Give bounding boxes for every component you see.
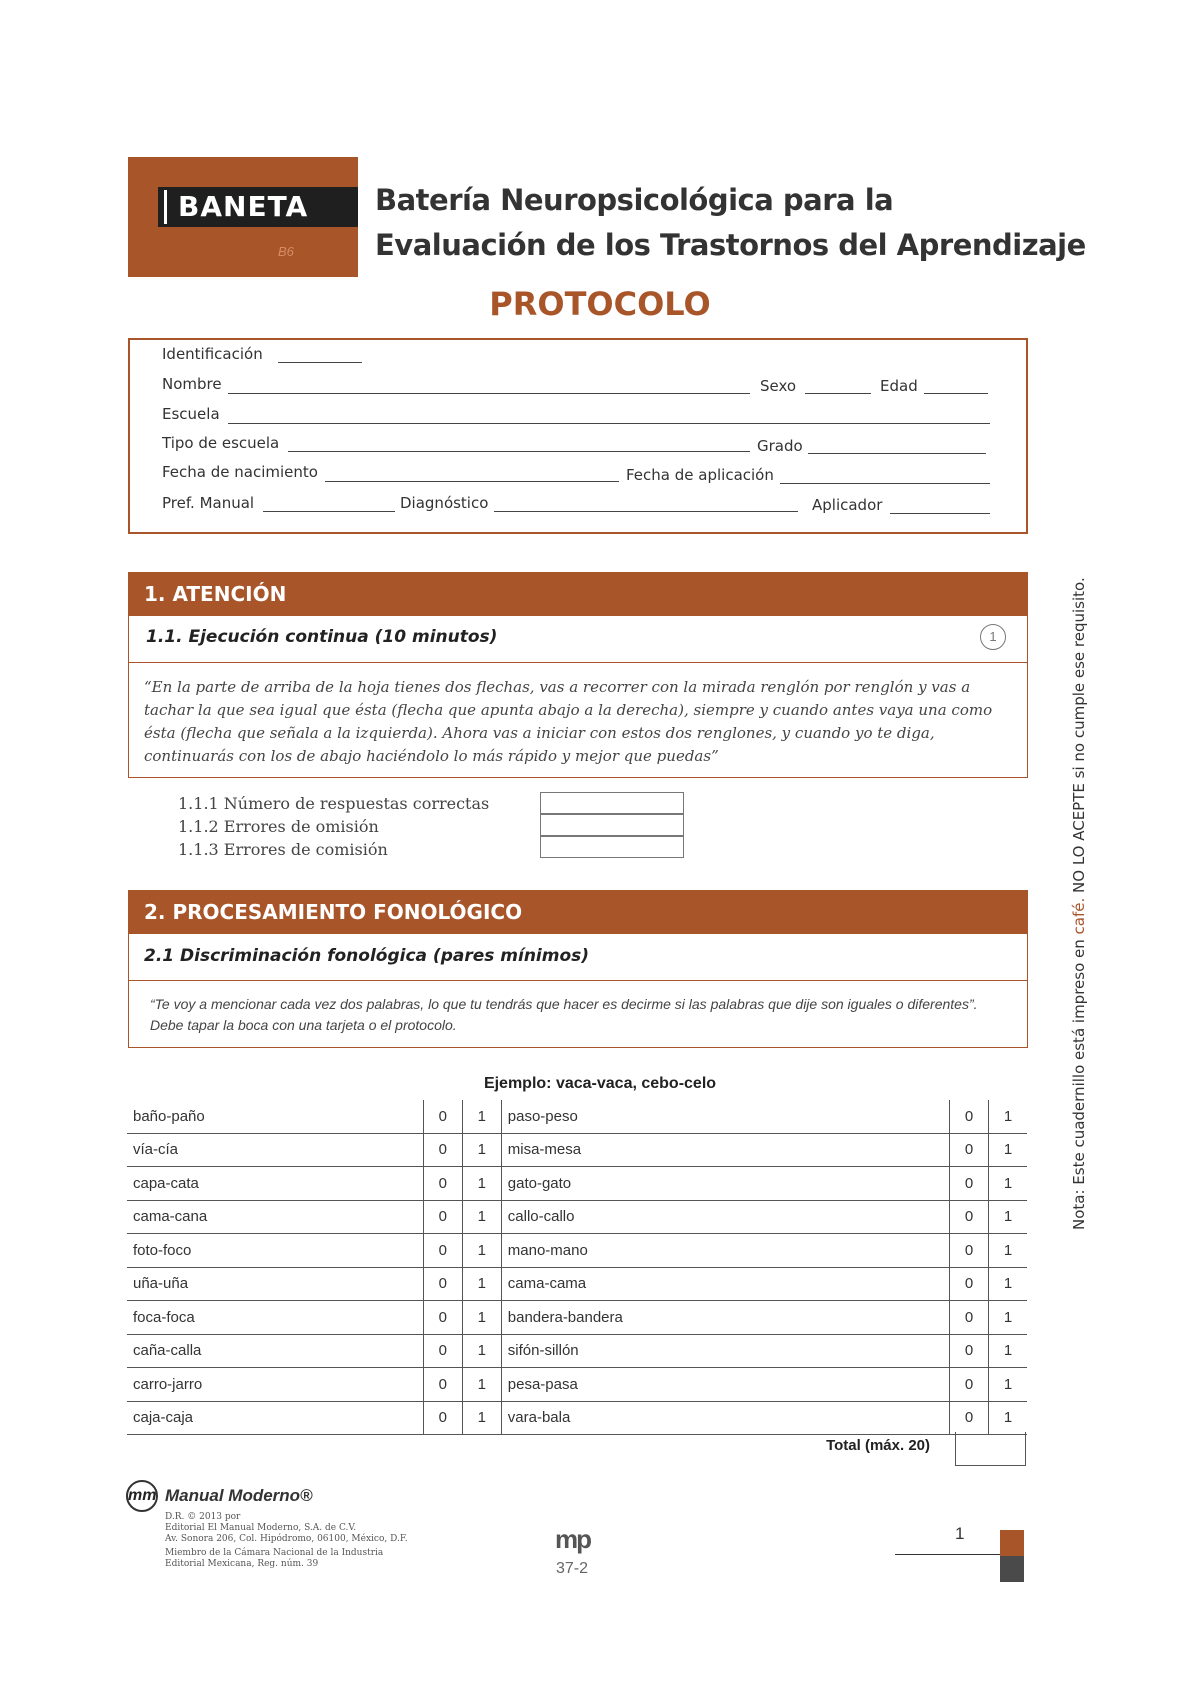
score-one[interactable]: 1: [462, 1401, 501, 1435]
pair-left: uña-uña: [127, 1267, 423, 1301]
diagnosis-field[interactable]: [494, 511, 798, 512]
score-one[interactable]: 1: [989, 1200, 1028, 1234]
pair-left: capa-cata: [127, 1167, 423, 1201]
pair-right: bandera-bandera: [501, 1301, 949, 1335]
score-zero[interactable]: 0: [423, 1200, 462, 1234]
pair-left: foca-foca: [127, 1301, 423, 1335]
score-zero[interactable]: 0: [950, 1334, 989, 1368]
score-zero[interactable]: 0: [950, 1200, 989, 1234]
title-line-1: Batería Neuropsicológica para la: [375, 183, 894, 217]
publisher-info-line: D.R. © 2013 por: [165, 1512, 241, 1522]
score-zero[interactable]: 0: [950, 1234, 989, 1268]
score-one[interactable]: 1: [462, 1234, 501, 1268]
manual-pref-label: Pref. Manual: [162, 494, 255, 512]
table-row: [127, 1167, 1027, 1201]
table-row: [127, 1368, 1027, 1402]
product-code: 37-2: [556, 1560, 589, 1577]
publisher-info-line: Editorial El Manual Moderno, S.A. de C.V.: [165, 1523, 357, 1533]
side-note-suffix: NO LO ACEPTE si no cumple ese requisito.: [1070, 577, 1088, 898]
manual-pref-field[interactable]: [263, 511, 395, 512]
score-zero[interactable]: 0: [950, 1100, 989, 1133]
score-one[interactable]: 1: [989, 1401, 1028, 1435]
score-zero[interactable]: 0: [423, 1167, 462, 1201]
pair-right: pesa-pasa: [501, 1368, 949, 1402]
table-row: [127, 1234, 1027, 1268]
phonological-discrimination-title: 2.1 Discriminación fonológica (pares mínimos): [144, 946, 590, 966]
brand-sub: B6: [278, 244, 294, 259]
phonology-instruction: “Te voy a mencionar cada vez dos palabras, lo que tu tendrás que hacer es decirme si las palabras que dije son iguales o diferentes”. Debe tapar la boca con una tarjeta o el protocolo.: [150, 996, 978, 1033]
section-phonology-divider: [128, 980, 1028, 981]
attention-instruction: “En la parte de arriba de la hoja tienes dos flechas, vas a recorrer con la mirada renglón por renglón y vas a tachar la que sea igual que ésta (flecha que apunta abajo a la derecha), siempre y cuando antes vaya una como ésta (flecha que señala a la izquierda). Ahora vas a iniciar con estos dos renglones, y cuando yo te diga, continuarás con los de abajo haciéndolo lo más rápido y mejor que puedas”: [144, 678, 993, 765]
applicator-label: Aplicador: [812, 496, 883, 514]
table-row: [127, 1100, 1027, 1133]
score-box-omission[interactable]: [540, 814, 684, 836]
pair-left: caña-calla: [127, 1334, 423, 1368]
score-zero[interactable]: 0: [423, 1267, 462, 1301]
score-one[interactable]: 1: [462, 1167, 501, 1201]
table-row: [127, 1334, 1027, 1368]
score-one[interactable]: 1: [462, 1200, 501, 1234]
pair-right: mano-mano: [501, 1234, 949, 1268]
score-box-commission[interactable]: [540, 836, 684, 858]
score-item-correct: 1.1.1 Número de respuestas correctas: [178, 794, 490, 813]
age-label: Edad: [880, 377, 918, 395]
score-one[interactable]: 1: [989, 1133, 1028, 1167]
publisher-info-line: Editorial Mexicana, Reg. núm. 39: [165, 1559, 319, 1569]
name-field[interactable]: [228, 393, 750, 394]
grade-field[interactable]: [808, 453, 986, 454]
score-one[interactable]: 1: [989, 1301, 1028, 1335]
sex-field[interactable]: [805, 393, 871, 394]
score-zero[interactable]: 0: [423, 1368, 462, 1402]
sex-label: Sexo: [760, 377, 797, 395]
pair-left: baño-paño: [127, 1100, 423, 1133]
birth-field[interactable]: [325, 481, 619, 482]
grade-label: Grado: [757, 437, 803, 455]
side-note-highlight: café.: [1070, 897, 1088, 935]
application-field[interactable]: [780, 483, 990, 484]
score-zero[interactable]: 0: [423, 1401, 462, 1435]
school-field[interactable]: [228, 423, 990, 424]
id-field[interactable]: [278, 362, 362, 363]
page-marker-orange: [1000, 1530, 1024, 1556]
pair-right: gato-gato: [501, 1167, 949, 1201]
example-line: Ejemplo: vaca-vaca, cebo-celo: [483, 1075, 717, 1092]
pair-left: cama-cana: [127, 1200, 423, 1234]
pair-right: cama-cama: [501, 1267, 949, 1301]
pair-right: misa-mesa: [501, 1133, 949, 1167]
side-note: [1070, 470, 1088, 1230]
score-one[interactable]: 1: [989, 1368, 1028, 1402]
total-label: Total (máx. 20): [826, 1437, 930, 1454]
brand-name: BANETA: [178, 190, 309, 223]
score-zero[interactable]: 0: [950, 1167, 989, 1201]
page-number: 1: [955, 1524, 965, 1543]
school-type-field[interactable]: [288, 451, 750, 452]
section-phonology-header: 2. PROCESAMIENTO FONOLÓGICO: [128, 890, 1028, 934]
score-item-omission: 1.1.2 Errores de omisión: [178, 817, 379, 836]
section-attention-header: 1. ATENCIÓN: [128, 572, 1028, 616]
pair-left: caja-caja: [127, 1401, 423, 1435]
applicator-field[interactable]: [890, 513, 990, 514]
application-label: Fecha de aplicación: [626, 466, 774, 484]
mp-logo-icon: mp: [555, 1524, 590, 1554]
side-note-prefix: Nota: Este cuadernillo está impreso en: [1070, 934, 1088, 1230]
score-one[interactable]: 1: [462, 1334, 501, 1368]
score-one[interactable]: 1: [462, 1368, 501, 1402]
score-one[interactable]: 1: [989, 1100, 1028, 1133]
section-attention-divider: [128, 662, 1028, 663]
score-one[interactable]: 1: [462, 1133, 501, 1167]
score-one[interactable]: 1: [462, 1267, 501, 1301]
publisher-logo-icon: mm: [126, 1480, 158, 1512]
diagnosis-label: Diagnóstico: [400, 494, 489, 512]
table-row: [127, 1133, 1027, 1167]
birth-label: Fecha de nacimiento: [162, 463, 318, 481]
score-item-commission: 1.1.3 Errores de comisión: [178, 840, 388, 859]
score-zero[interactable]: 0: [423, 1334, 462, 1368]
total-box[interactable]: [955, 1432, 1026, 1466]
score-one[interactable]: 1: [989, 1167, 1028, 1201]
page-title: PROTOCOLO: [489, 285, 711, 323]
page-number-line: [895, 1554, 1001, 1555]
publisher-info-line: Av. Sonora 206, Col. Hipódromo, 06100, México, D.F.: [165, 1534, 408, 1544]
score-one[interactable]: 1: [462, 1301, 501, 1335]
name-label: Nombre: [162, 375, 222, 393]
pair-left: carro-jarro: [127, 1368, 423, 1402]
pair-right: vara-bala: [501, 1401, 949, 1435]
age-field[interactable]: [924, 393, 988, 394]
score-one[interactable]: 1: [989, 1334, 1028, 1368]
score-one[interactable]: 1: [989, 1234, 1028, 1268]
continuous-execution-title: 1.1. Ejecución continua (10 minutos): [146, 627, 498, 647]
score-zero[interactable]: 0: [423, 1234, 462, 1268]
minimal-pairs-table: [127, 1100, 1027, 1435]
pair-right: paso-peso: [501, 1100, 949, 1133]
score-zero[interactable]: 0: [423, 1100, 462, 1133]
school-label: Escuela: [162, 405, 220, 423]
score-zero[interactable]: 0: [423, 1301, 462, 1335]
pair-right: sifón-sillón: [501, 1334, 949, 1368]
table-row: [127, 1200, 1027, 1234]
brand-logo-bar: [164, 190, 167, 224]
pair-left: foto-foco: [127, 1234, 423, 1268]
stopwatch-icon: 1: [980, 624, 1006, 650]
score-zero[interactable]: 0: [950, 1133, 989, 1167]
table-row: [127, 1301, 1027, 1335]
publisher-info-line: Miembro de la Cámara Nacional de la Industria: [165, 1548, 384, 1558]
score-box-correct[interactable]: [540, 792, 684, 814]
pair-right: callo-callo: [501, 1200, 949, 1234]
score-zero[interactable]: 0: [950, 1368, 989, 1402]
id-label: Identificación: [162, 345, 263, 363]
score-zero[interactable]: 0: [950, 1267, 989, 1301]
table-row: [127, 1401, 1027, 1435]
pair-left: vía-cía: [127, 1133, 423, 1167]
page-marker-dark: [1000, 1556, 1024, 1582]
publisher-name: Manual Moderno®: [165, 1486, 313, 1505]
score-zero[interactable]: 0: [423, 1133, 462, 1167]
publisher-info: [165, 1512, 465, 1570]
score-one[interactable]: 1: [989, 1267, 1028, 1301]
score-zero[interactable]: 0: [950, 1301, 989, 1335]
score-one[interactable]: 1: [462, 1100, 501, 1133]
table-row: [127, 1267, 1027, 1301]
score-zero[interactable]: 0: [950, 1401, 989, 1435]
school-type-label: Tipo de escuela: [162, 434, 280, 452]
title-line-2: Evaluación de los Trastornos del Aprendizaje: [375, 228, 1086, 262]
